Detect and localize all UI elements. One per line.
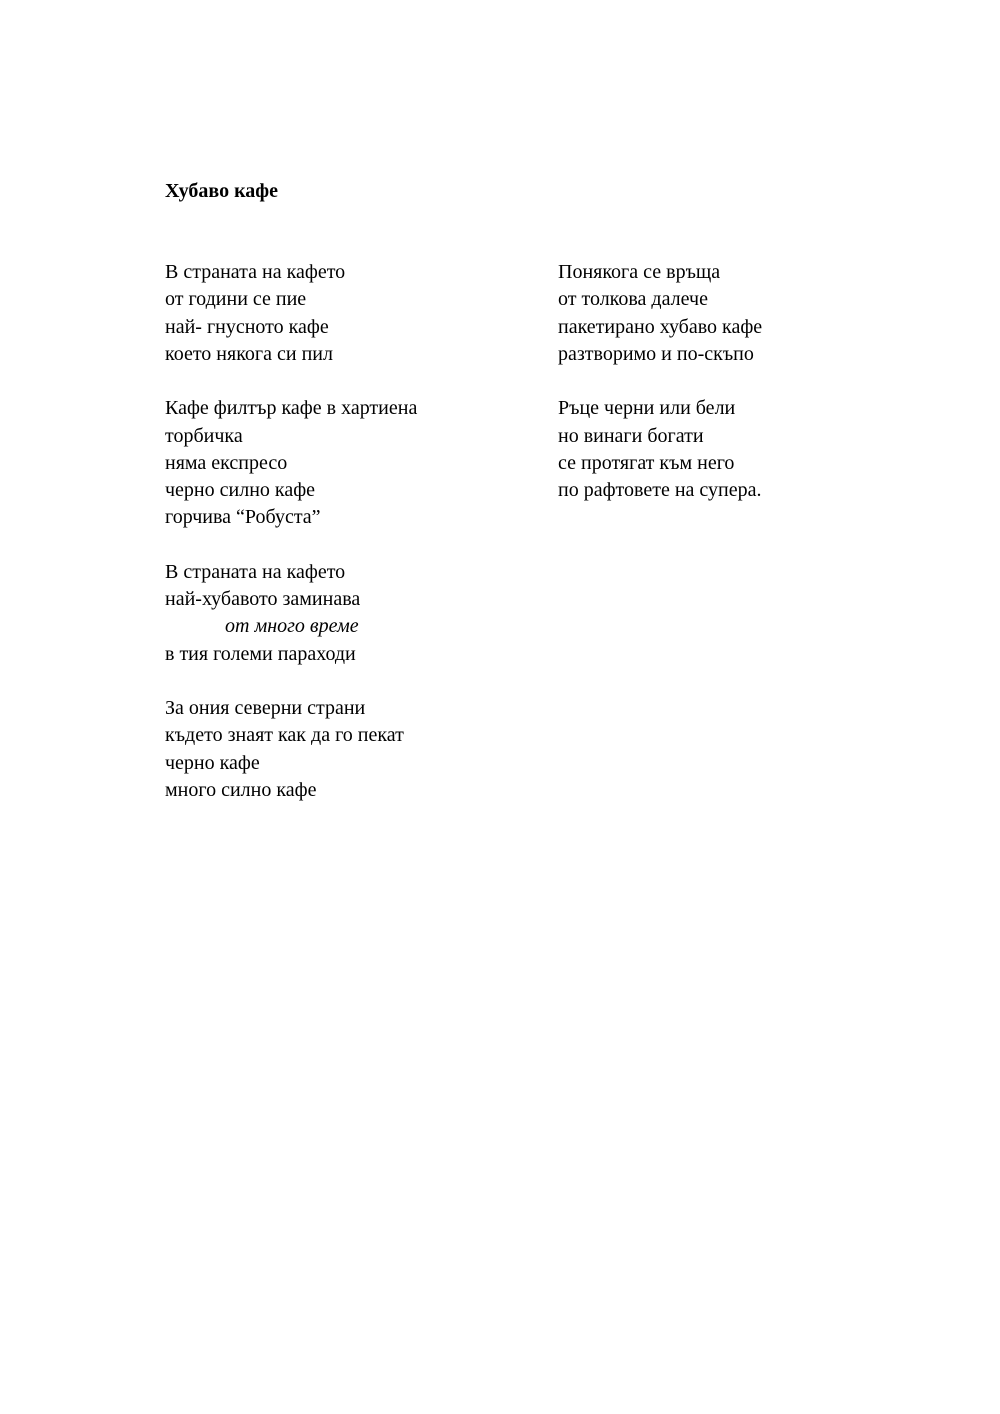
poem-line: Понякога се връща bbox=[558, 261, 721, 283]
poem-title: Хубаво кафе bbox=[165, 180, 279, 202]
poem-line: най- гнусното кафе bbox=[165, 315, 329, 338]
poem-line: се протягат към него bbox=[558, 451, 735, 474]
poem-line: торбичка bbox=[165, 424, 243, 447]
poem-line: черно кафе bbox=[165, 751, 260, 774]
stanza-1 bbox=[165, 259, 525, 368]
poem-line: черно силно кафе bbox=[165, 479, 316, 501]
poem-line: Ръце черни или бели bbox=[558, 397, 736, 420]
poem-line: но винаги богати bbox=[558, 424, 704, 447]
poem-line: За ония северни страни bbox=[165, 697, 366, 719]
stanza-2 bbox=[165, 395, 525, 531]
stanza-5 bbox=[558, 259, 958, 368]
poem-left-column bbox=[165, 259, 525, 831]
poem-line: пакетирано хубаво кафе bbox=[558, 315, 763, 338]
stanza-6 bbox=[558, 395, 958, 504]
poem-line: разтворимо и по-скъпо bbox=[558, 342, 754, 365]
poem-line: където знаят как да го пекат bbox=[165, 724, 404, 747]
poem-line: В страната на кафето bbox=[165, 560, 346, 583]
poem-line: което някога си пил bbox=[165, 342, 333, 365]
poem-line-italic: от много време bbox=[225, 615, 359, 638]
stanza-3 bbox=[165, 559, 525, 668]
poem-line: няма експресо bbox=[165, 451, 288, 474]
poem-line: най-хубавото заминава bbox=[165, 588, 361, 610]
poem-line: много силно кафе bbox=[165, 778, 317, 801]
poem-line: горчива “Робуста” bbox=[165, 506, 321, 529]
poem-line: от толкова далече bbox=[558, 288, 708, 311]
poem-line: по рафтовете на супера. bbox=[558, 479, 762, 501]
poem-line: В страната на кафето bbox=[165, 261, 346, 283]
poem-line: от години се пие bbox=[165, 288, 307, 311]
poem-line: в тия големи параходи bbox=[165, 642, 356, 665]
poem-line: Кафе филтър кафе в хартиена bbox=[165, 397, 418, 420]
stanza-4 bbox=[165, 695, 525, 804]
poem-right-column bbox=[558, 259, 958, 532]
